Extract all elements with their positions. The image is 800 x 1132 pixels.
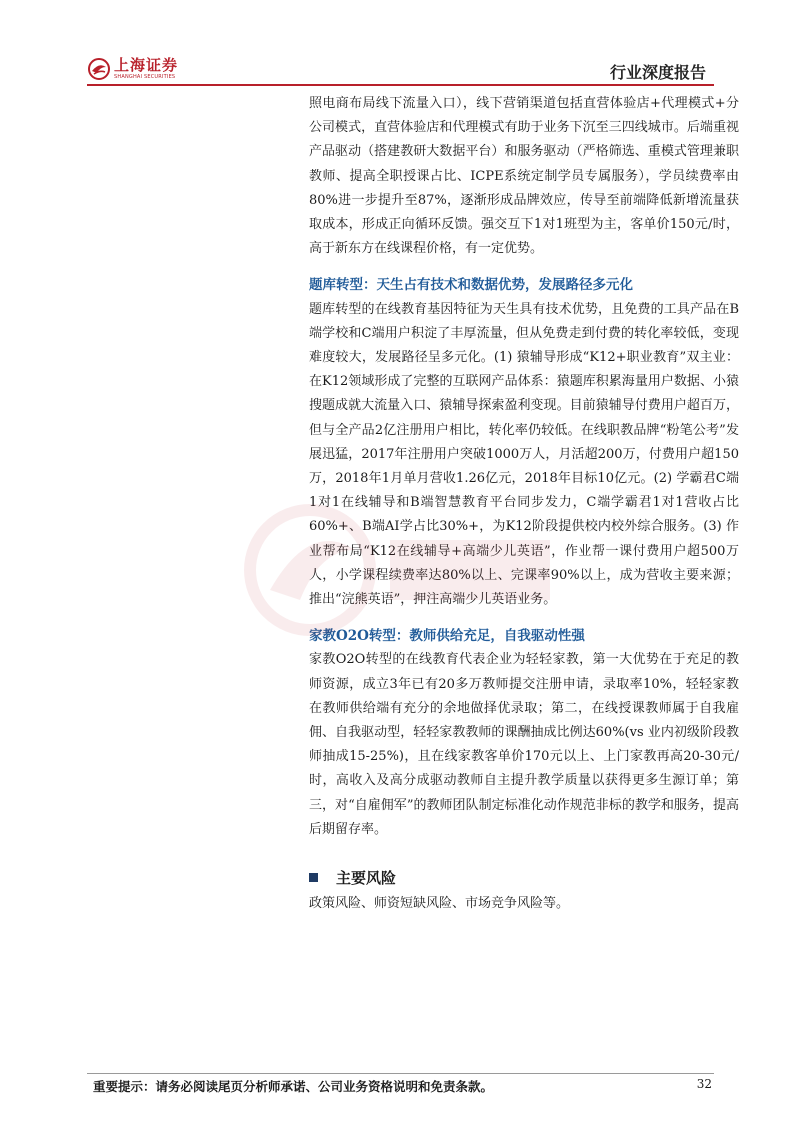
risk-title-text: 主要风险 — [336, 868, 397, 887]
section-square-icon — [309, 873, 318, 882]
shanghai-securities-logo-icon — [88, 58, 110, 80]
section-heading-question-bank: 题库转型：天生占有技术和数据优势，发展路径多元化 — [309, 277, 633, 294]
section-heading-tutoring-o2o: 家教O2O转型：教师供给充足，自我驱动性强 — [309, 628, 585, 645]
section-text-tutoring-o2o: 家教O2O转型的在线教育代表企业为轻轻家教，第一大优势在于充足的教师资源，成立3年已有20多万教师提交注册申请，录取率10%，轻轻家教在教师供给端有充分的余地做择优录取；第二，在线授课教师属于自我雇佣、自我驱动型，轻轻家教教师的课酬抽成比例达60%(vs 业内初级阶段教师抽成15-25%)，且在线家教客单价170元以上、上门家教再高20-30元/时，高收入及高分成驱动教师自主提升教学质量以获得更多生源订单；第三，对“自雇佣军”的教师团队制定标准化动作规范非标的教学和服务，提高后期留存率。 — [309, 652, 739, 837]
logo-english-name: SHANGHAI SECURITIES — [114, 74, 176, 80]
footer-divider — [87, 1073, 714, 1074]
page-number: 32 — [696, 1077, 712, 1091]
main-content — [309, 92, 739, 916]
intro-paragraph: 照电商布局线下流量入口），线下营销渠道包括直营体验店+代理模式+分公司模式，直营体验店和代理模式有助于业务下沉至三四线城市。后端重视产品驱动（搭建教研大数据平台）和服务驱动（严格筛选、重模式管理兼职教师、提高全职授课占比、ICPE系统定制学员专属服务），学员续费率由80%进一步提升至87%，逐渐形成品牌效应，传导至前端降低新增流量获取成本，形成正向循环反馈。强交互下1对1班型为主，客单价150元/时，高于新东方在线课程价格，有一定优势。 — [309, 96, 739, 257]
risk-section-title — [309, 864, 739, 890]
header-divider — [87, 84, 714, 86]
company-logo — [88, 58, 178, 80]
report-type-label: 行业深度报告 — [609, 63, 706, 82]
section-text-question-bank: 题库转型的在线教育基因特征为天生具有技术优势，且免费的工具产品在B端学校和C端用户积淀了丰厚流量，但从免费走到付费的转化率较低，变现难度较大，发展路径呈多元化。(1) 猿辅导形成“K12+职业教育”双主业：在K12领域形成了完整的互联网产品体系：猿题库积累海量用户数据、小猿搜题成就大流量入口、猿辅导探索盈利变现。目前猿辅导付费用户超百万，但与全产品2亿注册用户相比，转化率仍较低。在线职教品牌“粉笔公考”发展迅猛，2017年注册用户突破1000万人，月活超200万，付费用户超150万，2018年1月单月营收1.26亿元，2018年目标10亿元。(2) 学霸君C端1对1在线辅导和B端智慧教育平台同步发力，C端学霸君1对1营收占比60%+、B端AI学占比30%+，为K12阶段提供校内校外综合服务。(3) 作业帮布局“K12在线辅导+高端少儿英语”，作业帮一课付费用户超500万人，小学课程续费率达80%以上、完课率90%以上，成为营收主要来源；推出“浣熊英语”，押注高端少儿英语业务。 — [309, 301, 739, 608]
risk-text: 政策风险、师资短缺风险、市场竞争风险等。 — [309, 896, 570, 912]
footer-notice: 重要提示：请务必阅读尾页分析师承诺、公司业务资格说明和免责条款。 — [93, 1079, 494, 1094]
page-header — [0, 0, 800, 90]
logo-chinese-name: 上海证券 — [114, 56, 179, 74]
